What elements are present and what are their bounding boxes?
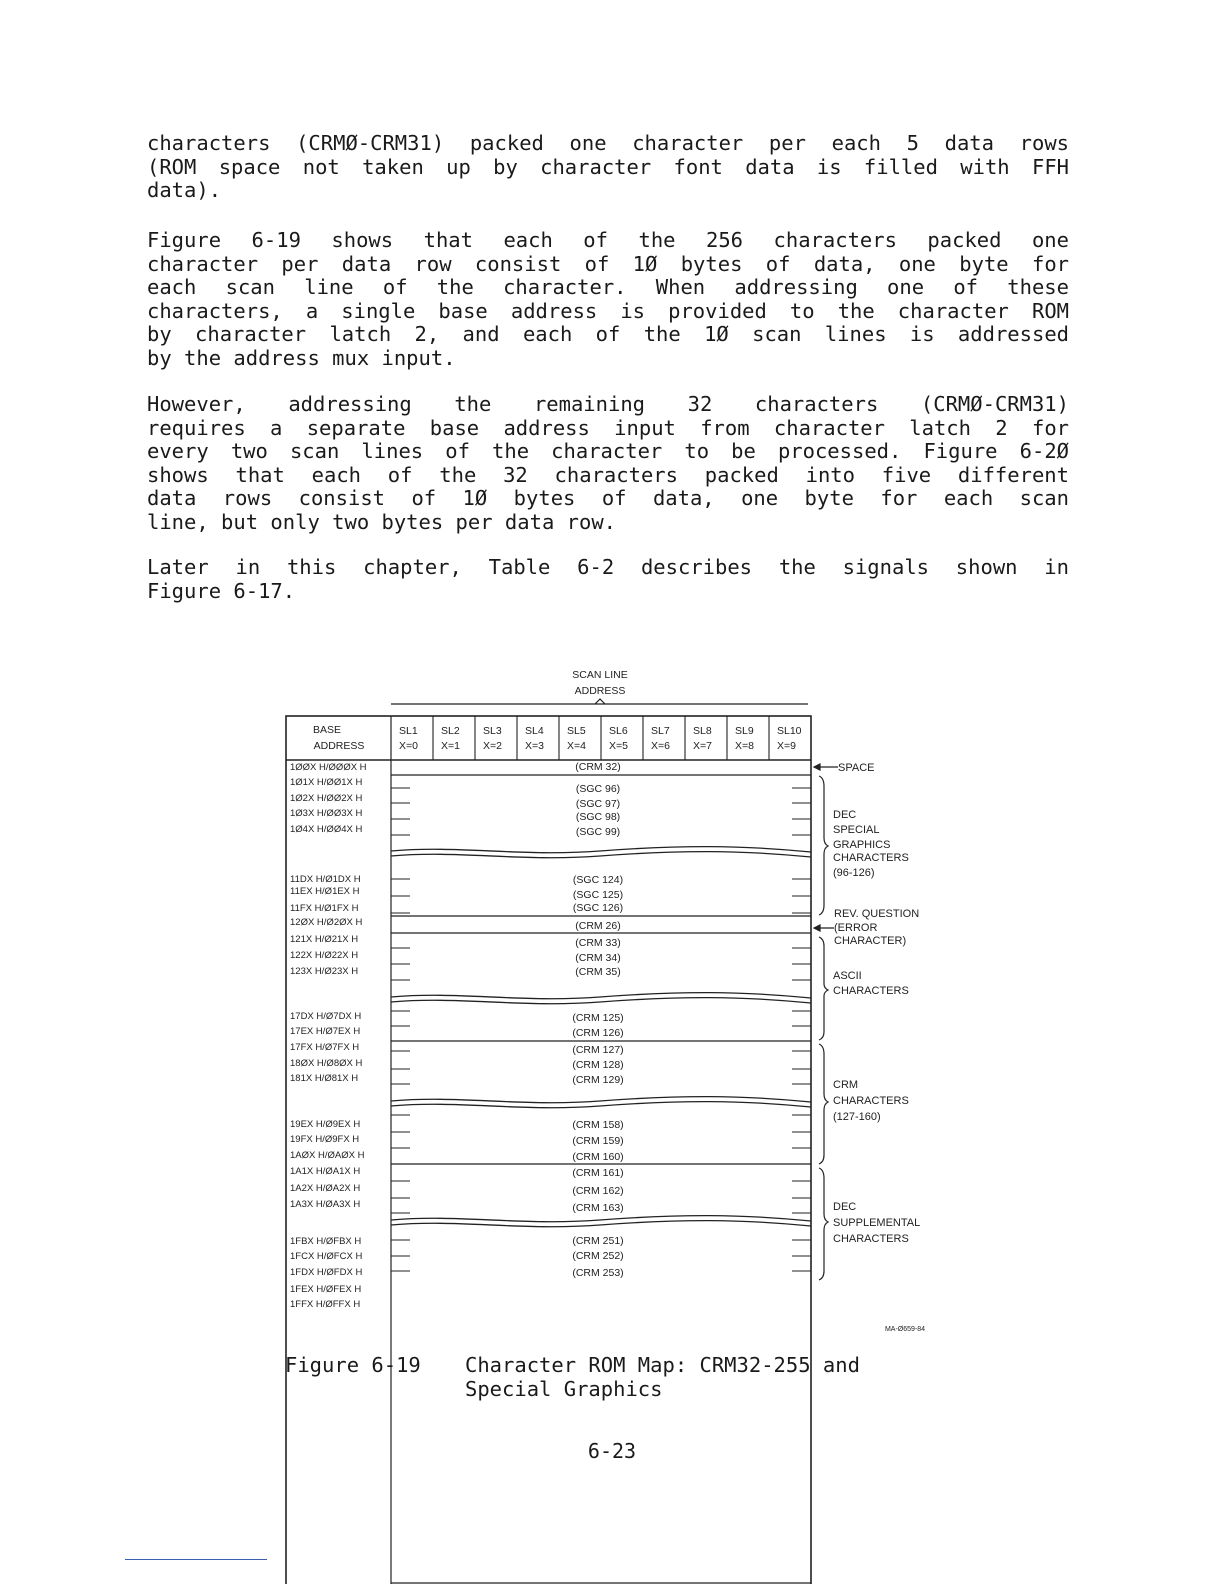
base-address: 12ØX H/Ø2ØX H — [290, 917, 363, 928]
caption-label: Figure 6-19 — [285, 1353, 421, 1377]
scan-line-x-index: X=6 — [651, 740, 670, 752]
rom-cell-label: (CRM 34) — [575, 952, 621, 964]
break-mark — [391, 852, 811, 858]
break-mark — [391, 847, 811, 853]
base-address: 1Ø1X H/ØØ1X H — [290, 777, 363, 788]
annotation-dec-supplemental: SUPPLEMENTAL — [833, 1217, 921, 1229]
scan-line-label: SL9 — [735, 725, 754, 737]
scan-line-label: SL8 — [693, 725, 712, 737]
address-column — [290, 762, 367, 1310]
base-address: 1Ø4X H/ØØ4X H — [290, 824, 363, 835]
caption-title: Character ROM Map: CRM32-255 and — [465, 1353, 860, 1377]
scan-line-label: SL5 — [567, 725, 586, 737]
rom-cell-label: (SGC 99) — [575, 826, 621, 838]
text-line: each scan line of the character. When addressing one of these — [147, 275, 1069, 299]
rom-cell-label: (CRM 163) — [572, 1202, 624, 1214]
text-line: (ROM space not taken up by character font data is filled with FFH — [147, 154, 1069, 179]
text-line: requires a separate base address input from character latch 2 for — [147, 415, 1069, 440]
base-address-header: ADDRESS — [313, 740, 365, 752]
base-address: 122X H/Ø22X H — [290, 950, 359, 961]
base-address: 19FX H/Ø9FX H — [290, 1134, 360, 1145]
text-line: every two scan lines of the character to be processed. Figure 6-2Ø — [147, 439, 1069, 463]
base-address: 1FFX H/ØFFX H — [290, 1299, 361, 1310]
paragraph-3 — [147, 393, 1069, 534]
base-address: 1FDX H/ØFDX H — [290, 1267, 363, 1278]
rom-cell-label: (SGC 126) — [572, 902, 624, 914]
base-address: 1AØX H/ØAØX H — [290, 1150, 365, 1161]
break-mark — [391, 1216, 811, 1222]
annotation-ascii: ASCII — [833, 970, 862, 982]
annotation-dec-supplemental: CHARACTERS — [833, 1233, 909, 1245]
annotation-space: SPACE — [838, 762, 875, 774]
paragraph-4 — [147, 556, 1069, 603]
figure-caption — [285, 1353, 860, 1401]
text-line: Figure 6-17. — [147, 578, 296, 603]
scan-line-x-index: X=9 — [777, 740, 796, 752]
rom-cell-label: (CRM 161) — [572, 1167, 624, 1179]
annotation-rev-question: (ERROR — [834, 922, 878, 934]
ascii-brace — [819, 937, 828, 1040]
break-mark — [391, 993, 811, 999]
scan-line-x-index: X=7 — [693, 740, 712, 752]
text-line: character per data row consist of 1Ø bytes of data, one byte for — [147, 251, 1069, 276]
base-address: 181X H/Ø81X H — [290, 1073, 359, 1084]
footer-rule — [125, 1559, 267, 1560]
base-address: 1Ø2X H/ØØ2X H — [290, 793, 363, 804]
scan-line-label: SL10 — [777, 725, 802, 737]
rom-cell-label: (CRM 251) — [572, 1235, 624, 1247]
dec-special-brace — [819, 776, 828, 915]
scan-line-label: SL2 — [441, 725, 460, 737]
rom-cell-label: (CRM 32) — [575, 761, 621, 773]
base-address: 1ØØX H/ØØØX H — [290, 762, 367, 773]
rom-cell-label: (CRM 35) — [575, 966, 621, 978]
scan-line-x-index: X=4 — [567, 740, 586, 752]
error-arrow — [814, 925, 834, 931]
caption-title: Special Graphics — [465, 1377, 663, 1401]
text-line: characters, a single base address is provided to the character ROM — [147, 298, 1069, 323]
paragraph-2 — [147, 229, 1069, 370]
scan-line-headers — [399, 716, 802, 760]
base-address-header: BASE — [312, 724, 342, 736]
annotation-crm: CHARACTERS — [833, 1095, 909, 1107]
base-address: 17FX H/Ø7FX H — [290, 1042, 360, 1053]
annotation-crm: CRM — [833, 1079, 859, 1091]
scan-line-label: SL4 — [525, 725, 544, 737]
text-line: data rows consist of 1Ø bytes of data, one byte for each scan — [147, 486, 1069, 510]
rom-cell-label: (SGC 98) — [575, 811, 621, 823]
rom-cell-label: (CRM 26) — [575, 920, 621, 932]
text-line: by the address mux input. — [147, 345, 456, 370]
rom-cell-label: (CRM 125) — [572, 1012, 624, 1024]
base-address: 17EX H/Ø7EX H — [290, 1026, 361, 1037]
base-address: 18ØX H/Ø8ØX H — [290, 1058, 363, 1069]
scan-line-title: SCAN LINE — [572, 669, 628, 681]
rom-cell-label: (CRM 160) — [572, 1151, 624, 1163]
break-mark — [391, 1221, 811, 1227]
base-address: 11DX H/Ø1DX H — [290, 874, 361, 885]
base-address: 1A3X H/ØA3X H — [290, 1199, 361, 1210]
rom-cell-label: (SGC 96) — [575, 783, 621, 795]
break-mark — [391, 1097, 811, 1103]
base-address: 17DX H/Ø7DX H — [290, 1011, 362, 1022]
base-address: 1FCX H/ØFCX H — [290, 1251, 363, 1262]
text-line: characters (CRMØ-CRM31) packed one character per each 5 data rows — [147, 131, 1069, 155]
rom-cell-label: (CRM 33) — [575, 937, 621, 949]
scan-line-x-index: X=1 — [441, 740, 460, 752]
text-line: by character latch 2, and each of the 1Ø scan lines is addressed — [147, 322, 1069, 346]
base-address: 123X H/Ø23X H — [290, 966, 359, 977]
annotation-rev-question: CHARACTER) — [834, 935, 907, 947]
base-address: 11EX H/Ø1EX H — [290, 886, 360, 897]
scan-line-x-index: X=0 — [399, 740, 418, 752]
annotations — [814, 762, 920, 1280]
rom-cell-label: (SGC 97) — [575, 798, 621, 810]
rom-cell-label: (CRM 253) — [572, 1267, 624, 1279]
text-line: However, addressing the remaining 32 characters (CRMØ-CRM31) — [147, 392, 1069, 416]
text-line: line, but only two bytes per data row. — [147, 509, 616, 534]
annotation-dec-special: (96-126) — [833, 867, 875, 879]
base-address: 1A2X H/ØA2X H — [290, 1183, 361, 1194]
annotation-rev-question: REV. QUESTION — [834, 908, 920, 920]
base-address: 1Ø3X H/ØØ3X H — [290, 808, 363, 819]
rom-cell-label: (CRM 252) — [572, 1250, 624, 1262]
text-line: Later in this chapter, Table 6-2 describes the signals shown in — [147, 555, 1069, 579]
cell-labels — [572, 761, 623, 1279]
figure-id-code: MA-Ø659-84 — [884, 1326, 926, 1333]
rom-cell-label: (CRM 129) — [572, 1074, 624, 1086]
break-mark — [391, 1102, 811, 1108]
rom-cell-label: (SGC 124) — [572, 874, 624, 886]
annotation-dec-supplemental: DEC — [833, 1201, 857, 1213]
scan-line-title: ADDRESS — [574, 685, 626, 697]
rom-cell-label: (CRM 126) — [572, 1027, 624, 1039]
scan-line-label: SL3 — [483, 725, 502, 737]
dec-supplemental-brace — [819, 1168, 828, 1280]
crm-brace — [819, 1044, 828, 1164]
annotation-dec-special: DEC — [833, 809, 857, 821]
rom-cell-label: (CRM 127) — [572, 1044, 624, 1056]
base-address: 11FX H/Ø1FX H — [290, 903, 359, 914]
paragraph-1 — [147, 132, 1069, 203]
rom-cell-label: (SGC 125) — [572, 889, 624, 901]
page-number: 6-23 — [587, 1439, 637, 1463]
scan-line-label: SL1 — [399, 725, 418, 737]
scan-line-label: SL7 — [651, 725, 670, 737]
annotation-crm: (127-160) — [833, 1111, 881, 1123]
base-address: 1FEX H/ØFEX H — [290, 1284, 362, 1295]
annotation-dec-special: GRAPHICS — [833, 839, 891, 851]
address-bracket — [391, 699, 808, 704]
base-address: 19EX H/Ø9EX H — [290, 1119, 361, 1130]
text-line: Figure 6-19 shows that each of the 256 characters packed one — [147, 228, 1069, 252]
scan-line-x-index: X=5 — [609, 740, 628, 752]
space-arrow — [814, 764, 838, 770]
rom-cell-label: (CRM 159) — [572, 1135, 624, 1147]
annotation-ascii: CHARACTERS — [833, 985, 909, 997]
break-mark — [391, 998, 811, 1004]
text-line: shows that each of the 32 characters packed into five different — [147, 462, 1069, 487]
scan-line-x-index: X=2 — [483, 740, 502, 752]
scan-line-x-index: X=3 — [525, 740, 544, 752]
base-address: 1FBX H/ØFBX H — [290, 1236, 362, 1247]
scan-line-x-index: X=8 — [735, 740, 754, 752]
annotation-dec-special: SPECIAL — [833, 824, 880, 836]
annotation-dec-special: CHARACTERS — [833, 852, 909, 864]
rom-cell-label: (CRM 128) — [572, 1059, 624, 1071]
rom-cell-label: (CRM 162) — [572, 1185, 624, 1197]
base-address: 121X H/Ø21X H — [290, 934, 359, 945]
rom-cell-label: (CRM 158) — [572, 1119, 624, 1131]
scan-line-label: SL6 — [609, 725, 628, 737]
text-line: data). — [147, 178, 222, 202]
base-address: 1A1X H/ØA1X H — [290, 1166, 361, 1177]
